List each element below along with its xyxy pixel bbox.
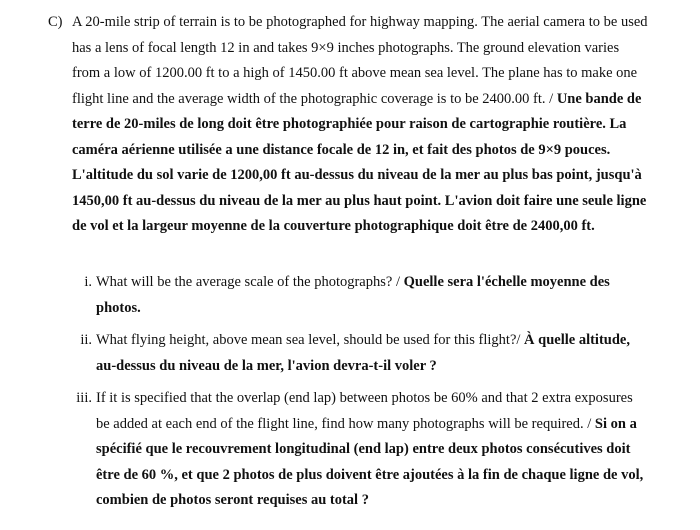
question-body — [72, 10, 648, 240]
question-c — [48, 10, 648, 240]
subquestion-marker: ii. — [80, 332, 92, 348]
subquestion-english-text: What flying height, above mean sea level, should be used for this flight?/ — [96, 332, 521, 348]
question-english-text: A 20-mile strip of terrain is to be photographed for highway mapping. The aerial camera to be used has a lens of focal length 12 in and takes 9×9 inches photographs. The ground elevation varies from a low of 1200.00 ft to a high of 1450.00 ft above mean sea level. The plane has to make one flight line and the average width of the photographic coverage is to be 2400.00 ft. / — [72, 14, 648, 107]
subquestion-i — [48, 270, 648, 321]
subquestion-french-text: Si on a spécifié que le recouvrement longitudinal (end lap) entre deux photos consécutives doit être de 60 %, et que 2 photos de plus doivent être ajoutées à la fin de chaque ligne de vol, combien de photos seront requises au total ? — [96, 415, 644, 508]
question-marker: C) — [48, 14, 63, 30]
subquestion-body — [96, 270, 648, 321]
subquestion-marker: iii. — [76, 390, 92, 406]
subquestion-marker: i. — [84, 274, 92, 290]
question-french-text: Une bande de terre de 20-miles de long doit être photographiée pour raison de cartographie routière. La caméra aérienne utilisée a une distance focale de 12 in, et fait des photos de 9×9 pouces. L'altitude du sol varie de 1200,00 ft au-dessus du niveau de la mer au plus bas point, jusqu'à 1450,00 ft au-dessus du niveau de la mer au plus haut point. L'avion doit faire une seule ligne de vol et la largeur moyenne de la couverture photographique doit être de 2400,00 ft. — [72, 90, 647, 234]
subquestion-iii — [48, 386, 648, 514]
subquestion-ii — [48, 328, 648, 379]
subquestion-french-text: Quelle sera l'échelle moyenne des photos. — [96, 274, 610, 316]
subquestion-french-text: À quelle altitude, au-dessus du niveau de la mer, l'avion devra-t-il voler ? — [96, 332, 630, 374]
subquestion-english-text: What will be the average scale of the photographs? / — [96, 274, 400, 290]
subquestion-english-text: If it is specified that the overlap (end lap) between photos be 60% and that 2 extra exposures be added at each end of the flight line, find how many photographs will be required. / — [96, 390, 633, 432]
subquestion-body — [96, 328, 648, 379]
subquestion-list — [48, 270, 648, 521]
subquestion-body — [96, 386, 648, 514]
